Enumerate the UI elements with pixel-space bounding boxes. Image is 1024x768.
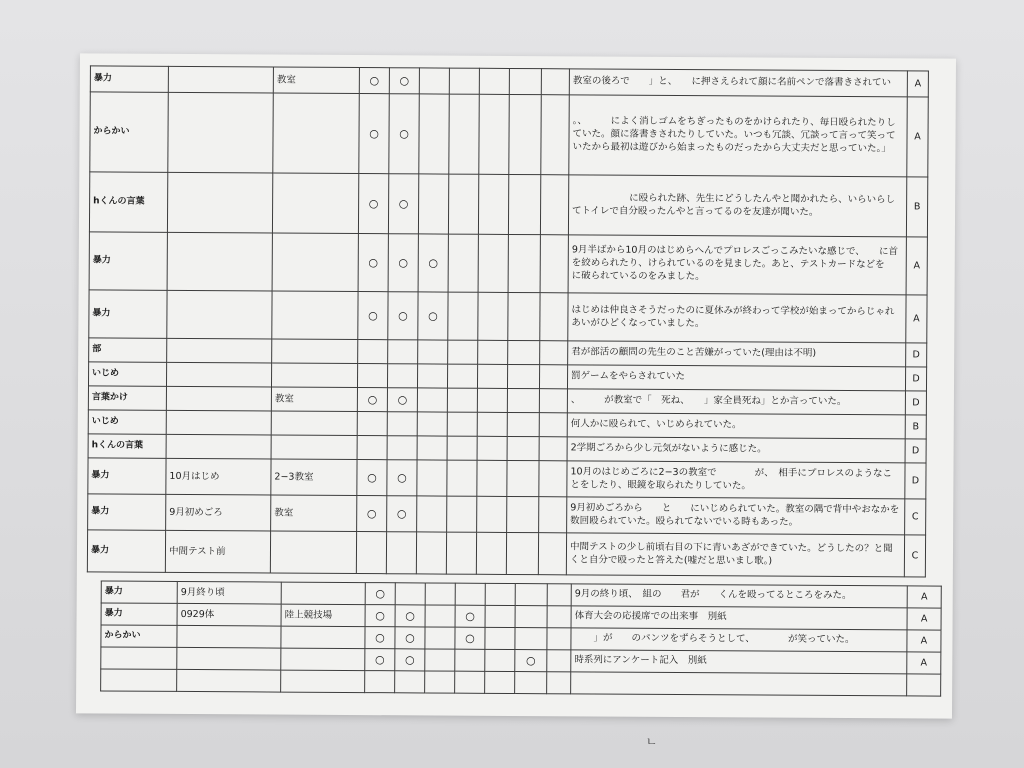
check-mark-cell <box>538 533 566 575</box>
check-mark-cell: ○ <box>395 627 425 649</box>
description-cell: に殴られた跡、先生にどうしたんやと聞かれたら、いらいらしてトイレで自分殴ったんやと言ってるのを友達が聞いた。 <box>568 175 906 237</box>
date-cell <box>167 232 272 291</box>
margin-mark: ㄴ <box>645 734 658 749</box>
place-cell: 教室 <box>271 495 357 532</box>
check-mark-cell <box>446 532 476 574</box>
place-cell <box>281 670 365 693</box>
category-cell: からかい <box>90 92 168 172</box>
check-mark-cell <box>448 234 478 292</box>
check-mark-cell <box>547 628 571 650</box>
category-cell: 暴力 <box>87 530 165 572</box>
check-mark-cell <box>449 68 479 94</box>
place-cell <box>272 233 358 292</box>
check-mark-cell: ○ <box>357 460 387 496</box>
date-cell <box>177 625 281 648</box>
check-mark-cell <box>485 583 515 605</box>
check-mark-cell: ○ <box>358 234 388 292</box>
check-mark-cell <box>478 292 508 340</box>
date-cell: 10月はじめ <box>166 458 271 495</box>
category-cell <box>101 647 177 669</box>
check-mark-cell <box>448 174 478 234</box>
check-mark-cell <box>539 389 567 413</box>
category-cell: いじめ <box>88 410 166 434</box>
date-cell <box>177 669 281 692</box>
check-mark-cell <box>419 68 449 94</box>
check-mark-cell <box>477 460 507 496</box>
grade-cell: A <box>906 237 927 295</box>
check-mark-cell: ○ <box>358 174 388 234</box>
check-mark-cell <box>387 364 417 388</box>
check-mark-cell <box>539 497 567 533</box>
place-cell <box>271 411 357 436</box>
check-mark-cell <box>508 340 540 364</box>
grade-cell: D <box>906 343 927 367</box>
check-mark-cell <box>418 340 448 364</box>
check-mark-cell: ○ <box>365 627 395 649</box>
check-mark-cell <box>540 175 568 235</box>
description-cell: 時系列にアンケート記入 別紙 <box>571 650 907 674</box>
place-cell <box>273 93 359 174</box>
check-mark-cell <box>547 650 571 672</box>
description-cell: 、 が教室で「 死ね、 」家全員死ね」とか言っていた。 <box>567 389 905 415</box>
check-mark-cell <box>509 94 541 174</box>
check-mark-cell <box>509 68 541 94</box>
place-cell <box>272 173 358 234</box>
description-cell: はじめは仲良さそうだったのに夏休みが終わって学校が始まってからじゃれあいがひどくなっていました。 <box>568 293 906 343</box>
check-mark-cell <box>507 460 539 496</box>
place-cell <box>271 363 357 388</box>
check-mark-cell <box>547 584 571 606</box>
check-mark-cell <box>425 649 455 671</box>
check-mark-cell <box>356 532 386 574</box>
category-cell: hくんの言葉 <box>89 172 167 232</box>
check-mark-cell <box>477 436 507 460</box>
check-mark-cell <box>539 461 567 497</box>
check-mark-cell <box>479 68 509 94</box>
date-cell <box>166 434 271 459</box>
survey-table-upper <box>87 65 929 577</box>
check-mark-cell <box>388 340 418 364</box>
check-mark-cell <box>395 583 425 605</box>
check-mark-cell <box>447 388 477 412</box>
date-cell <box>166 362 271 387</box>
grade-cell: A <box>907 630 941 652</box>
category-cell: 暴力 <box>101 603 177 625</box>
check-mark-cell <box>539 437 567 461</box>
check-mark-cell <box>507 496 539 532</box>
check-mark-cell <box>417 364 447 388</box>
check-mark-cell <box>419 94 449 174</box>
description-cell: 9月半ばから10月のはじめらへんでプロレスごっこみたいな感じで、 に首を絞められたり、けられているのを見ました。あと、テストカードなどを に破られているのをみました。 <box>568 235 906 295</box>
check-mark-cell <box>539 413 567 437</box>
category-cell: いじめ <box>88 362 166 386</box>
check-mark-cell <box>447 496 477 532</box>
date-cell <box>167 172 272 233</box>
check-mark-cell <box>365 671 395 693</box>
place-cell <box>270 531 356 574</box>
description-cell: 10月のはじめごろに2−3の教室で が、 相手にプロレスのようなことをしたり、眼鏡を取られたりしていた。 <box>567 461 905 499</box>
date-cell <box>168 66 273 93</box>
check-mark-cell <box>448 292 478 340</box>
check-mark-cell <box>395 671 425 693</box>
category-cell: 暴力 <box>88 494 166 530</box>
check-mark-cell <box>478 234 508 292</box>
check-mark-cell <box>539 365 567 389</box>
grade-cell: B <box>905 415 926 439</box>
grade-cell: A <box>907 97 928 177</box>
grade-cell: A <box>907 608 941 630</box>
category-cell: 暴力 <box>101 581 177 603</box>
check-mark-cell: ○ <box>395 605 425 627</box>
check-mark-cell <box>358 340 388 364</box>
date-cell <box>168 92 273 173</box>
category-cell: 言葉かけ <box>88 386 166 410</box>
check-mark-cell <box>540 293 568 341</box>
description-cell: 9月の終り頃、 組の 君が くんを殴ってるところをみた。 <box>571 584 907 608</box>
check-mark-cell <box>477 388 507 412</box>
check-mark-cell <box>418 174 448 234</box>
grade-cell: D <box>905 463 926 499</box>
check-mark-cell <box>425 627 455 649</box>
check-mark-cell: ○ <box>455 627 485 649</box>
check-mark-cell <box>455 583 485 605</box>
grade-cell: A <box>907 71 928 97</box>
check-mark-cell <box>515 583 547 605</box>
category-cell <box>101 669 177 691</box>
check-mark-cell <box>417 388 447 412</box>
date-cell <box>167 290 272 339</box>
survey-table-lower <box>100 580 942 696</box>
check-mark-cell <box>386 532 416 574</box>
check-mark-cell <box>515 605 547 627</box>
date-cell <box>166 386 271 411</box>
check-mark-cell <box>357 364 387 388</box>
check-mark-cell <box>508 292 540 340</box>
table-row <box>101 669 941 696</box>
check-mark-cell <box>448 340 478 364</box>
category-cell: 暴力 <box>89 232 167 290</box>
document-sheet <box>76 53 956 749</box>
check-mark-cell <box>479 94 509 174</box>
check-mark-cell <box>417 436 447 460</box>
check-mark-cell: ○ <box>365 649 395 671</box>
grade-cell: B <box>906 177 927 237</box>
check-mark-cell <box>508 234 540 292</box>
category-cell: 部 <box>89 338 167 362</box>
date-cell <box>166 410 271 435</box>
table-row <box>89 172 927 237</box>
check-mark-cell <box>485 605 515 627</box>
check-mark-cell <box>447 460 477 496</box>
check-mark-cell: ○ <box>387 460 417 496</box>
place-cell: 教室 <box>271 387 357 412</box>
check-mark-cell <box>387 412 417 436</box>
check-mark-cell <box>447 364 477 388</box>
description-cell: 。、 によく消しゴムをちぎったものをかけられたり、毎日殴られたりしていた。顔に落書きされたりしていた。いつも冗談、冗談って言って笑っていたから最初は遊びから始まったものだったから大丈夫だと思っていた。」 <box>569 95 907 177</box>
description-cell <box>571 672 907 696</box>
date-cell: 0929体 <box>177 603 281 626</box>
description-cell: 君が部活の顧問の先生のこと苦嫌がっていた(理由は不明) <box>568 341 906 367</box>
check-mark-cell: ○ <box>395 649 425 671</box>
check-mark-cell <box>476 532 506 574</box>
table-row <box>88 494 926 535</box>
check-mark-cell <box>477 496 507 532</box>
check-mark-cell <box>515 671 547 693</box>
check-mark-cell <box>507 364 539 388</box>
category-cell: 暴力 <box>88 458 166 494</box>
grade-cell: A <box>907 586 941 608</box>
check-mark-cell: ○ <box>388 174 418 234</box>
grade-cell <box>907 674 941 696</box>
grade-cell: C <box>904 535 925 577</box>
description-cell: 2学期ごろから少し元気がないように感じた。 <box>567 437 905 463</box>
check-mark-cell <box>387 436 417 460</box>
date-cell <box>167 338 272 363</box>
description-cell: 体育大会の応援席での出来事 別紙 <box>571 606 907 630</box>
description-cell: 中間テストの少し前頃右目の下に青いあざができていた。どうしたの？と聞くと自分で殴ったと答えた(嘘だと思いまし歌。) <box>566 533 904 577</box>
check-mark-cell: ○ <box>365 605 395 627</box>
category-cell: 暴力 <box>90 66 168 92</box>
check-mark-cell <box>447 436 477 460</box>
check-mark-cell <box>547 606 571 628</box>
check-mark-cell: ○ <box>387 388 417 412</box>
date-cell: 中間テスト前 <box>165 530 270 573</box>
check-mark-cell: ○ <box>357 496 387 532</box>
check-mark-cell <box>477 412 507 436</box>
check-mark-cell: ○ <box>365 583 395 605</box>
table-row <box>89 232 927 295</box>
place-cell <box>272 339 358 364</box>
check-mark-cell <box>425 605 455 627</box>
check-mark-cell <box>425 583 455 605</box>
table-row <box>87 530 925 577</box>
grade-cell: D <box>905 391 926 415</box>
grade-cell: D <box>905 367 926 391</box>
check-mark-cell <box>447 412 477 436</box>
check-mark-cell: ○ <box>359 94 389 174</box>
check-mark-cell <box>478 174 508 234</box>
check-mark-cell <box>540 341 568 365</box>
check-mark-cell <box>540 235 568 293</box>
place-cell <box>281 648 365 671</box>
check-mark-cell: ○ <box>515 649 547 671</box>
description-cell: 」が のパンツをずらそうとして、 が笑っていた。 <box>571 628 907 652</box>
check-mark-cell <box>506 532 538 574</box>
check-mark-cell: ○ <box>389 94 419 174</box>
place-cell: 2−3教室 <box>271 459 357 496</box>
date-cell <box>177 647 281 670</box>
check-mark-cell: ○ <box>357 388 387 412</box>
place-cell <box>281 582 365 605</box>
description-cell: 何人かに殴られて、いじめられていた。 <box>567 413 905 439</box>
check-mark-cell <box>485 671 515 693</box>
check-mark-cell <box>547 672 571 694</box>
check-mark-cell <box>508 174 540 234</box>
grade-cell: D <box>905 439 926 463</box>
check-mark-cell <box>417 460 447 496</box>
check-mark-cell <box>515 627 547 649</box>
check-mark-cell <box>455 671 485 693</box>
check-mark-cell <box>478 340 508 364</box>
grade-cell: A <box>906 295 927 343</box>
check-mark-cell: ○ <box>389 68 419 94</box>
check-mark-cell: ○ <box>388 292 418 340</box>
check-mark-cell: ○ <box>387 496 417 532</box>
check-mark-cell: ○ <box>388 234 418 292</box>
check-mark-cell <box>477 364 507 388</box>
check-mark-cell: ○ <box>359 68 389 94</box>
grade-cell: C <box>905 499 926 535</box>
category-cell: hくんの言葉 <box>88 434 166 458</box>
check-mark-cell <box>507 436 539 460</box>
description-cell: 9月初めごろから と にいじめられていた。教室の隅で背中やおなかを数回殴られていた。殴られてないでいる時もあった。 <box>567 497 905 535</box>
check-mark-cell <box>449 94 479 174</box>
check-mark-cell: ○ <box>358 292 388 340</box>
category-cell: 暴力 <box>89 290 167 338</box>
check-mark-cell: ○ <box>418 292 448 340</box>
check-mark-cell <box>417 496 447 532</box>
check-mark-cell <box>485 627 515 649</box>
description-cell: 罰ゲームをやらされていた <box>567 365 905 391</box>
date-cell: 9月終り頃 <box>177 581 281 604</box>
check-mark-cell <box>507 388 539 412</box>
check-mark-cell: ○ <box>455 605 485 627</box>
check-mark-cell <box>541 69 569 95</box>
place-cell: 教室 <box>273 67 359 94</box>
description-cell: 教室の後ろで 」と、 に押さえられて顔に名前ペンで落書きされてい <box>569 69 907 97</box>
check-mark-cell <box>357 436 387 460</box>
check-mark-cell <box>357 412 387 436</box>
check-mark-cell: ○ <box>418 234 448 292</box>
table-row <box>89 290 927 343</box>
table-row <box>88 458 926 499</box>
check-mark-cell <box>416 532 446 574</box>
place-cell: 陸上競技場 <box>281 604 365 627</box>
check-mark-cell <box>417 412 447 436</box>
category-cell: からかい <box>101 625 177 647</box>
date-cell: 9月初めごろ <box>166 494 271 531</box>
place-cell <box>281 626 365 649</box>
check-mark-cell <box>455 649 485 671</box>
grade-cell: A <box>907 652 941 674</box>
place-cell <box>271 435 357 460</box>
check-mark-cell <box>507 412 539 436</box>
check-mark-cell <box>425 671 455 693</box>
place-cell <box>272 291 358 340</box>
check-mark-cell <box>485 649 515 671</box>
check-mark-cell <box>541 95 569 175</box>
table-row <box>90 92 928 177</box>
